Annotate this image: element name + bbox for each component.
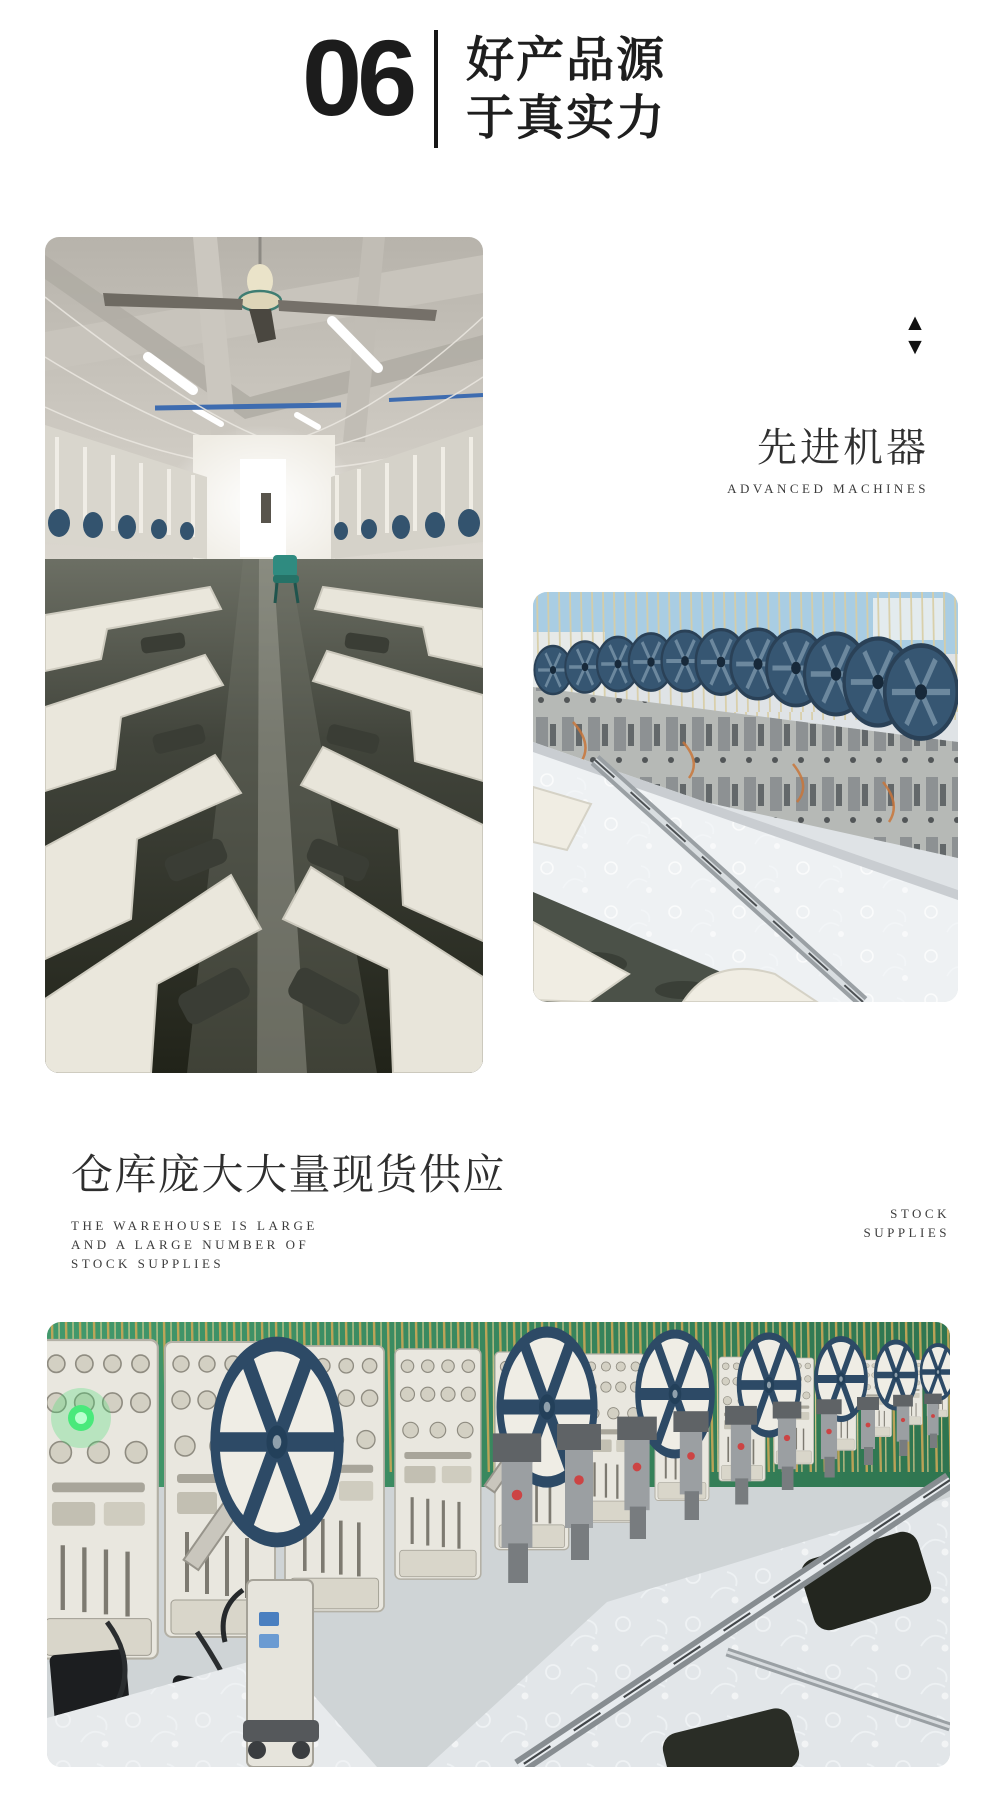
advanced-machines-subheading: ADVANCED MACHINES xyxy=(727,481,929,496)
section-number: 06 xyxy=(302,17,413,138)
advanced-machines-photo xyxy=(533,592,958,1002)
section-title xyxy=(466,30,666,148)
factory-aisle-photo xyxy=(45,237,483,1073)
section-title-line2: 于真实力 xyxy=(466,92,667,145)
stock-supplies-line1: STOCK xyxy=(890,1206,950,1221)
advanced-machines-heading-block xyxy=(727,424,929,498)
warehouse-subheading-line3: STOCK SUPPLIES xyxy=(71,1256,225,1272)
warehouse-subheading-line1: THE WAREHOUSE IS LARGE xyxy=(71,1218,318,1234)
triangle-up-icon: ▲ xyxy=(903,309,927,335)
warehouse-machines-photo xyxy=(47,1322,950,1767)
warehouse-subheading-line2: AND A LARGE NUMBER OF xyxy=(71,1237,310,1253)
section-header xyxy=(302,17,667,148)
stock-supplies-label xyxy=(863,1204,950,1242)
triangle-down-icon: ▼ xyxy=(903,333,927,359)
stock-supplies-line2: SUPPLIES xyxy=(863,1225,950,1240)
header-divider xyxy=(434,30,438,148)
warehouse-heading-block xyxy=(71,1150,506,1273)
warehouse-heading: 仓库庞大大量现货供应 xyxy=(71,1151,507,1198)
section-title-line1: 好产品源 xyxy=(466,34,667,87)
advanced-machines-heading: 先进机器 xyxy=(757,426,929,470)
up-down-arrows-icon xyxy=(901,310,929,358)
